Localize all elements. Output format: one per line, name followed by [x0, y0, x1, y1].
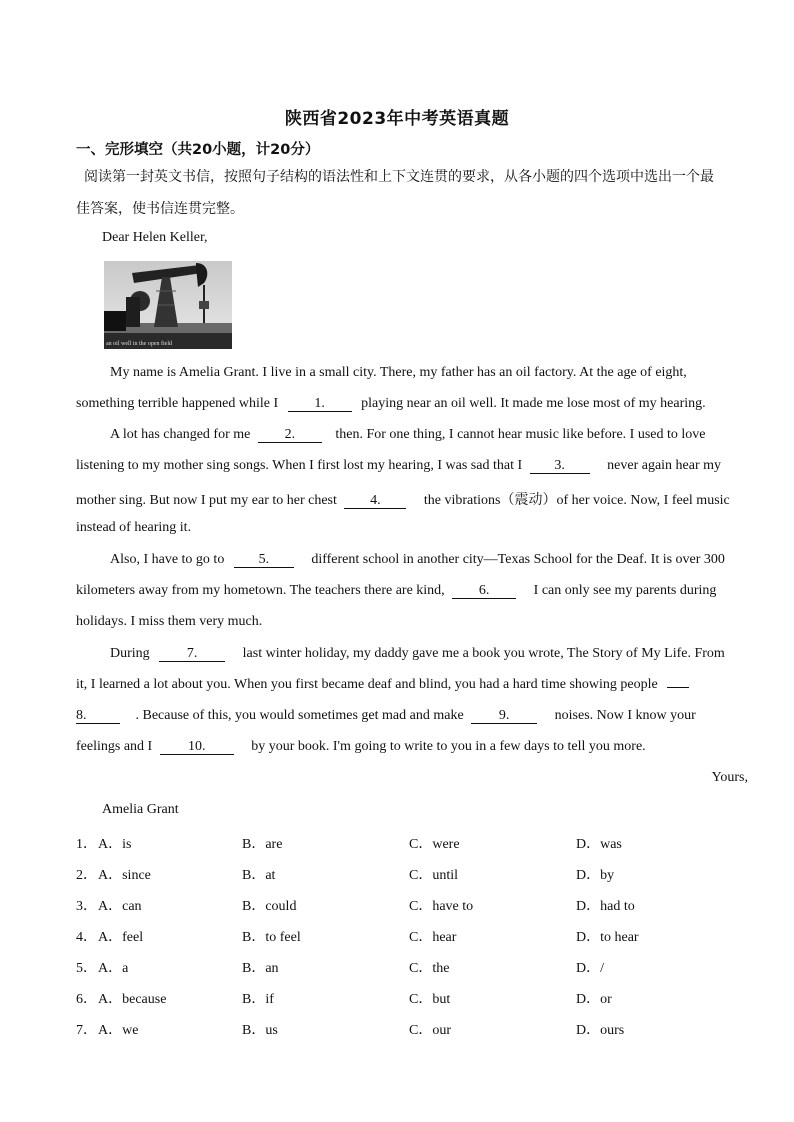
- question-number: 7．: [76, 1023, 97, 1038]
- letter-line: it, I learned a lot about you. When you first became deaf and blind, you had a hard time showing people: [76, 677, 748, 693]
- option-a[interactable]: A．a: [98, 961, 129, 976]
- blank-1[interactable]: 1.: [288, 396, 352, 412]
- letter-line: 8. . Because of this, you would sometimes get mad and make 9. noises. Now I know your: [76, 708, 696, 723]
- option-b[interactable]: B．if: [242, 992, 274, 1007]
- instruction-line-2: 佳答案，使书信连贯完整。: [76, 201, 244, 217]
- option-a[interactable]: A．we: [98, 1023, 139, 1038]
- option-d[interactable]: D．had to: [576, 899, 635, 914]
- blank-3[interactable]: 3.: [530, 458, 590, 474]
- letter-line: something terrible happened while I 1. playing near an oil well. It made me lose most of my hearing.: [76, 396, 706, 411]
- question-row: [76, 864, 756, 884]
- option-a[interactable]: A．feel: [98, 930, 144, 945]
- blank-7[interactable]: 7.: [159, 646, 225, 662]
- letter-line: My name is Amelia Grant. I live in a small city. There, my father has an oil factory. At the age of eight,: [110, 365, 687, 380]
- blank-4[interactable]: 4.: [344, 493, 406, 509]
- option-c[interactable]: C．our: [409, 1023, 451, 1038]
- question-row: [76, 895, 756, 915]
- letter-line: A lot has changed for me 2. then. For one thing, I cannot hear music like before. I used to love: [110, 427, 706, 442]
- option-c[interactable]: C．the: [409, 961, 450, 976]
- section-heading: 一、完形填空（共20小题，计20分）: [76, 142, 320, 158]
- question-row: [76, 1019, 756, 1039]
- option-a[interactable]: A．because: [98, 992, 167, 1007]
- blank-9[interactable]: 9.: [471, 708, 537, 724]
- blank-5[interactable]: 5.: [234, 552, 294, 568]
- option-c[interactable]: C．were: [409, 837, 460, 852]
- option-c[interactable]: C．until: [409, 868, 459, 883]
- question-number: 4．: [76, 930, 97, 945]
- question-number: 6．: [76, 992, 97, 1007]
- option-d[interactable]: D．/: [576, 961, 604, 976]
- option-d[interactable]: D．by: [576, 868, 615, 883]
- letter-line: feelings and I 10. by your book. I'm going to write to you in a few days to tell you more.: [76, 739, 646, 754]
- blank-10[interactable]: 10.: [160, 739, 234, 755]
- letter-closing: Yours,: [711, 770, 748, 785]
- option-a[interactable]: A．is: [98, 837, 132, 852]
- letter-greeting: Dear Helen Keller,: [102, 230, 208, 245]
- option-b[interactable]: B．could: [242, 899, 297, 914]
- option-c[interactable]: C．have to: [409, 899, 474, 914]
- blank-8-start: [667, 687, 689, 688]
- letter-line: mother sing. But now I put my ear to her chest 4. the vibrations（震动）of her voice. Now, I feel music: [76, 493, 730, 508]
- question-number: 2．: [76, 868, 97, 883]
- option-c[interactable]: C．hear: [409, 930, 457, 945]
- question-number: 1．: [76, 837, 97, 852]
- oil-well-photo: [104, 261, 232, 349]
- question-number: 3．: [76, 899, 97, 914]
- blank-8[interactable]: 8.: [76, 708, 120, 724]
- option-d[interactable]: D．ours: [576, 1023, 625, 1038]
- option-b[interactable]: B．to feel: [242, 930, 301, 945]
- letter-line: Also, I have to go to 5. different school in another city—Texas School for the Deaf. It is over 300: [110, 552, 725, 567]
- option-b[interactable]: B．an: [242, 961, 279, 976]
- option-b[interactable]: B．us: [242, 1023, 278, 1038]
- page-title: 陕西省2023年中考英语真题: [284, 109, 510, 129]
- option-d[interactable]: D．to hear: [576, 930, 639, 945]
- option-a[interactable]: A．since: [98, 868, 151, 883]
- blank-2[interactable]: 2.: [258, 427, 322, 443]
- letter-line: instead of hearing it.: [76, 520, 192, 535]
- question-row: [76, 988, 756, 1008]
- option-c[interactable]: C．but: [409, 992, 451, 1007]
- option-d[interactable]: D．or: [576, 992, 612, 1007]
- option-b[interactable]: B．at: [242, 868, 276, 883]
- letter-signature: Amelia Grant: [102, 802, 179, 817]
- question-row: [76, 926, 756, 946]
- letter-line: listening to my mother sing songs. When I first lost my hearing, I was sad that I 3. never again hear my: [76, 458, 722, 473]
- instruction-line-1: 阅读第一封英文书信，按照句子结构的语法性和上下文连贯的要求，从各小题的四个选项中选出一个最: [84, 169, 714, 185]
- question-number: 5．: [76, 961, 97, 976]
- question-row: [76, 833, 756, 853]
- option-d[interactable]: D．was: [576, 837, 622, 852]
- option-a[interactable]: A．can: [98, 899, 142, 914]
- letter-line: kilometers away from my hometown. The teachers there are kind, 6. I can only see my parents during: [76, 583, 717, 598]
- photo-caption: an oil well in the open field: [106, 341, 172, 347]
- letter-line: holidays. I miss them very much.: [76, 614, 263, 629]
- blank-6[interactable]: 6.: [452, 583, 516, 599]
- letter-line: During 7. last winter holiday, my daddy gave me a book you wrote, The Story of My Life. From: [110, 646, 725, 661]
- option-b[interactable]: B．are: [242, 837, 283, 852]
- question-row: [76, 957, 756, 977]
